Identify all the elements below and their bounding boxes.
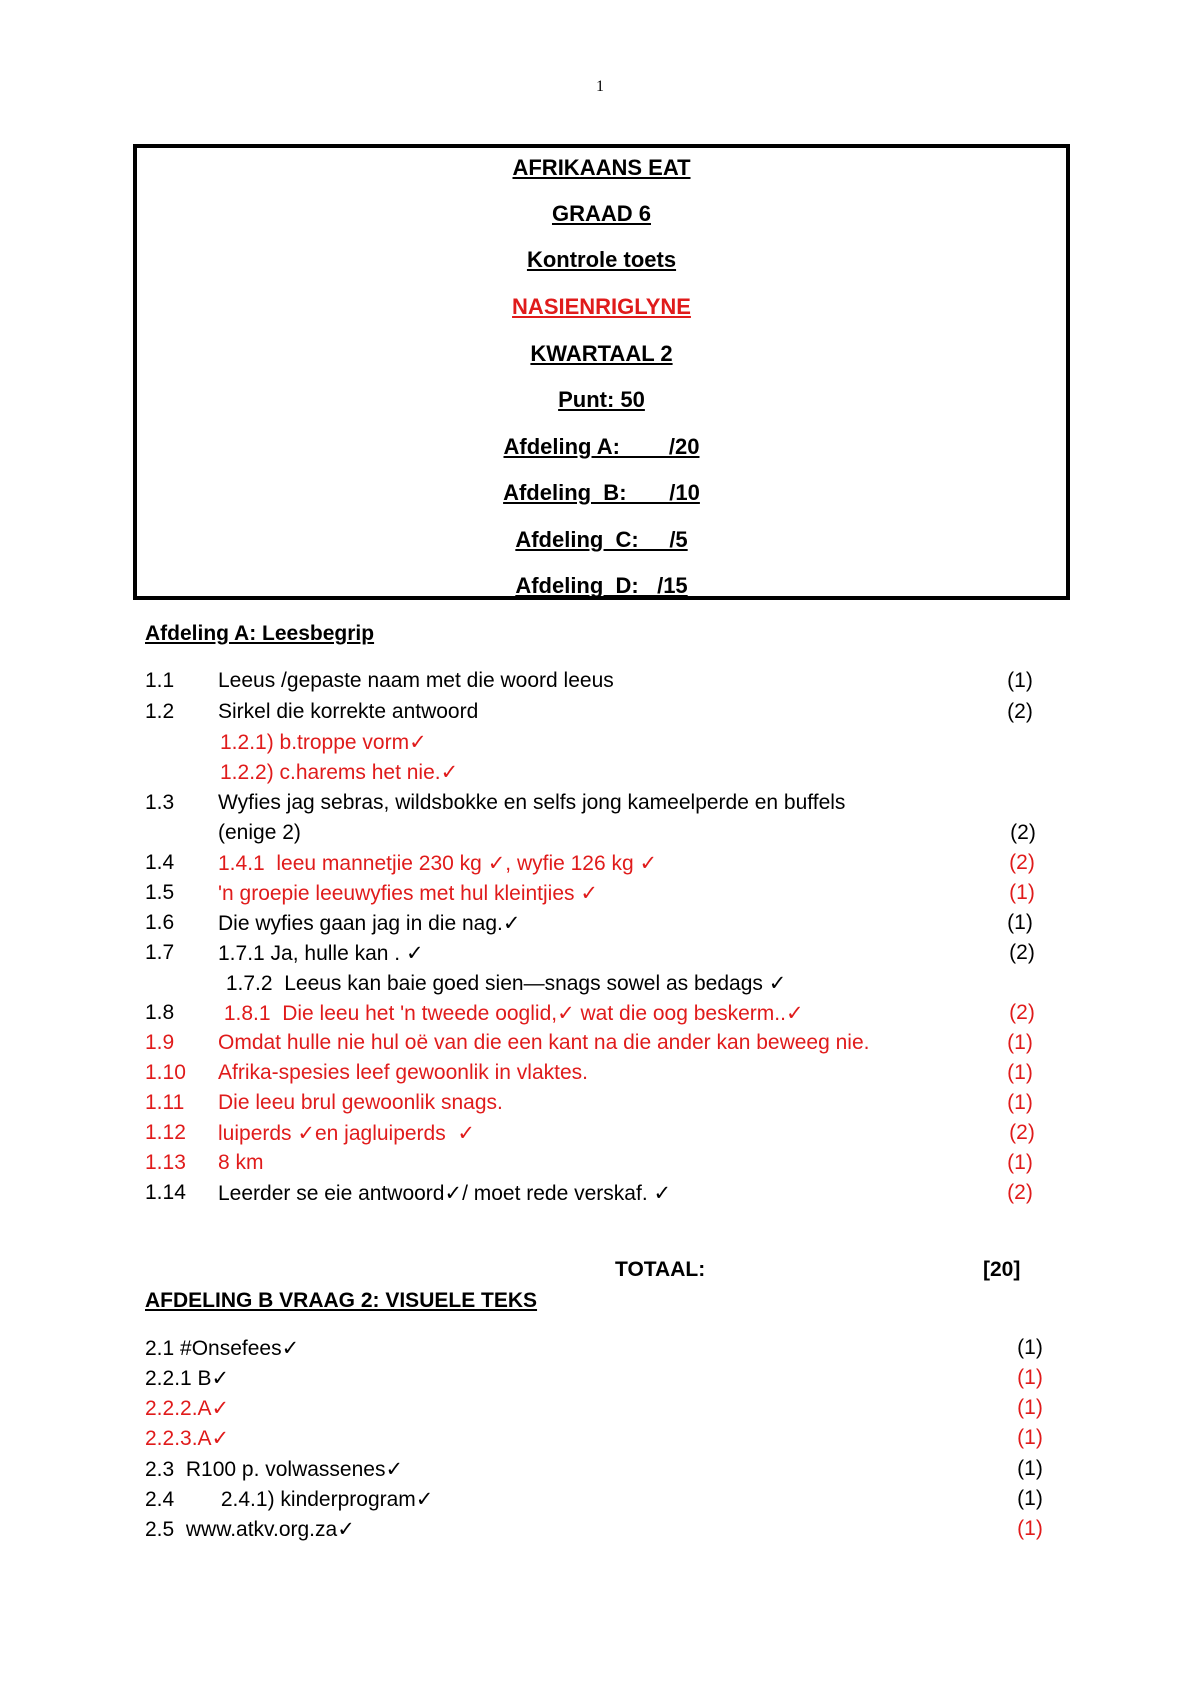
section-a-heading: Afdeling A: Leesbegrip — [145, 622, 375, 645]
answer-row — [0, 911, 1200, 941]
answer-text: 1.2.2) c.harems het nie.✓ — [220, 761, 459, 784]
answer-text: 1.2.1) b.troppe vorm✓ — [220, 731, 427, 754]
answer-text: 2.4 2.4.1) kinderprogram✓ — [145, 1488, 434, 1511]
answer-text: Die leeu brul gewoonlik snags. — [218, 1091, 503, 1114]
mark-allocation: (1) — [1017, 1426, 1043, 1449]
section-b-heading: AFDELING B VRAAG 2: VISUELE TEKS — [145, 1289, 538, 1312]
mark-allocation: (1) — [1017, 1457, 1043, 1480]
memo-title: NASIENRIGLYNE — [512, 294, 691, 319]
test-title: Kontrole toets — [526, 247, 677, 272]
mark-allocation: (2) — [1007, 700, 1033, 723]
answer-row — [0, 1121, 1200, 1151]
answer-row — [0, 1091, 1200, 1121]
title-box — [133, 144, 1070, 600]
answer-text: 2.3 R100 p. volwassenes✓ — [145, 1458, 404, 1481]
question-number: 1.11 — [145, 1091, 185, 1114]
mark-allocation: (2) — [1009, 851, 1035, 874]
answer-text: 1.4.1 leeu mannetjie 230 kg ✓, wyfie 126 kg ✓ — [218, 852, 658, 875]
answer-text: 1.7.2 Leeus kan baie goed sien—snags sowel as bedags ✓ — [220, 972, 787, 995]
answer-text: 2.2.3.A✓ — [145, 1427, 230, 1450]
mark-allocation: (2) — [1010, 821, 1036, 844]
question-number: 1.7 — [145, 941, 175, 964]
mark-allocation: (1) — [1007, 911, 1033, 934]
mark-allocation: (1) — [1017, 1517, 1043, 1540]
answer-row — [0, 1151, 1200, 1181]
answer-text: Leeus /gepaste naam met die woord leeus — [218, 669, 614, 692]
answer-text: (enige 2) — [218, 821, 301, 844]
question-number: 1.14 — [145, 1181, 186, 1204]
total-label: TOTAAL: — [615, 1258, 706, 1281]
mark-allocation: (1) — [1007, 1061, 1033, 1084]
answer-text: Die wyfies gaan jag in die nag.✓ — [218, 912, 521, 935]
mark-allocation: (1) — [1007, 1031, 1033, 1054]
answer-text: 2.1 #Onsefees✓ — [145, 1337, 300, 1360]
mark-allocation: (1) — [1007, 1151, 1033, 1174]
answer-row — [0, 730, 1200, 760]
mark-allocation: (2) — [1009, 1001, 1035, 1024]
answer-text: 2.2.2.A✓ — [145, 1397, 230, 1420]
answer-row — [0, 1001, 1200, 1031]
mark-allocation: (2) — [1009, 941, 1035, 964]
question-number: 1.3 — [145, 791, 175, 814]
mark-allocation: (1) — [1017, 1487, 1043, 1510]
mark-allocation: (1) — [1017, 1336, 1043, 1359]
answer-text: 'n groepie leeuwyfies met hul kleintjies ✓ — [218, 882, 598, 905]
question-number: 1.10 — [145, 1061, 186, 1084]
section-b-marks: Afdeling B: /10 — [503, 480, 700, 505]
answer-row — [0, 941, 1200, 971]
section-d-marks: Afdeling D: /15 — [515, 573, 688, 598]
subject-title: AFRIKAANS EAT — [512, 155, 691, 180]
mark-allocation: (1) — [1007, 1091, 1033, 1114]
page-number: 1 — [596, 78, 604, 95]
answer-row — [0, 1487, 1200, 1517]
answer-row — [0, 1426, 1200, 1456]
question-number: 1.2 — [145, 700, 175, 723]
question-number: 1.6 — [145, 911, 175, 934]
answer-text: 2.5 www.atkv.org.za✓ — [145, 1518, 355, 1541]
mark-allocation: (2) — [1009, 1121, 1035, 1144]
term-title: KWARTAAL 2 — [530, 341, 673, 366]
answer-row — [0, 1181, 1200, 1211]
answer-row — [0, 791, 1200, 821]
answer-row — [0, 669, 1200, 699]
answer-text: Omdat hulle nie hul oë van die een kant na die ander kan beweeg nie. — [218, 1031, 870, 1054]
answer-row — [0, 1031, 1200, 1061]
question-number: 1.12 — [145, 1121, 186, 1144]
question-number: 1.1 — [145, 669, 175, 692]
mark-allocation: (1) — [1017, 1396, 1043, 1419]
question-number: 1.4 — [145, 851, 175, 874]
mark-allocation: (1) — [1009, 881, 1035, 904]
answer-row — [0, 881, 1200, 911]
answer-text: Leerder se eie antwoord✓/ moet rede verskaf. ✓ — [218, 1182, 672, 1205]
grade-title: GRAAD 6 — [551, 201, 651, 226]
mark-allocation: (2) — [1007, 1181, 1033, 1204]
answer-text: 1.8.1 Die leeu het 'n tweede ooglid,✓ wat die oog beskerm..✓ — [218, 1002, 804, 1025]
answer-text: 1.7.1 Ja, hulle kan . ✓ — [218, 942, 424, 965]
answer-row — [0, 1396, 1200, 1426]
answer-text: luiperds ✓en jagluiperds ✓ — [218, 1122, 475, 1145]
question-number: 1.5 — [145, 881, 175, 904]
answer-row — [0, 821, 1200, 851]
answer-row — [0, 971, 1200, 1001]
section-c-marks: Afdeling C: /5 — [515, 527, 688, 552]
answer-row — [0, 1366, 1200, 1396]
total-marks-title: Punt: 50 — [558, 387, 645, 412]
mark-allocation: (1) — [1007, 669, 1033, 692]
total-value: [20] — [983, 1258, 1021, 1281]
mark-allocation: (1) — [1017, 1366, 1043, 1389]
answer-text: 2.2.1 B✓ — [145, 1367, 230, 1390]
answer-text: Sirkel die korrekte antwoord — [218, 700, 479, 723]
answer-row — [0, 1336, 1200, 1366]
answer-row — [0, 700, 1200, 730]
answer-row — [0, 760, 1200, 790]
answer-text: 8 km — [218, 1151, 264, 1174]
answer-row — [0, 1457, 1200, 1487]
question-number: 1.9 — [145, 1031, 175, 1054]
answer-row — [0, 1517, 1200, 1547]
answer-row — [0, 1061, 1200, 1091]
section-a-marks: Afdeling A: /20 — [503, 434, 700, 459]
answer-text: Afrika-spesies leef gewoonlik in vlaktes. — [218, 1061, 589, 1084]
question-number: 1.13 — [145, 1151, 186, 1174]
question-number: 1.8 — [145, 1001, 175, 1024]
answer-row — [0, 851, 1200, 881]
answer-text: Wyfies jag sebras, wildsbokke en selfs jong kameelperde en buffels — [218, 791, 846, 814]
